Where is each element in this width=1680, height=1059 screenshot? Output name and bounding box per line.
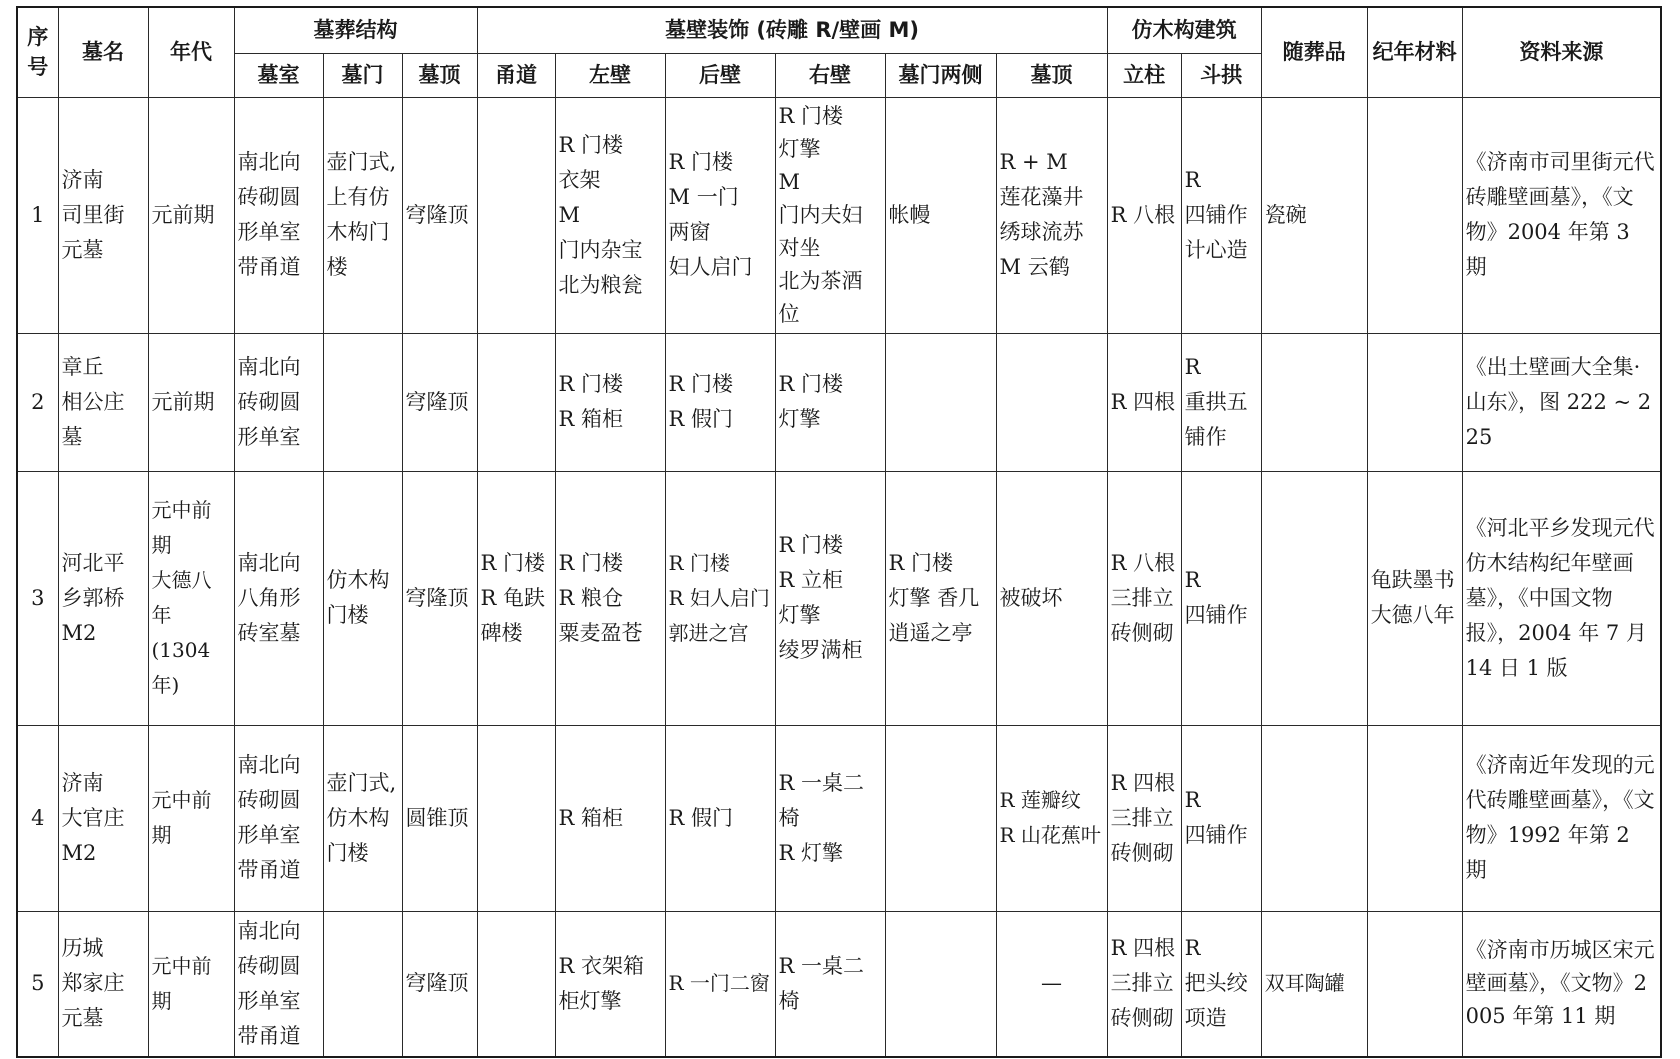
col-decoration-header: 墓壁装饰 (砖雕 R/壁画 M) — [477, 7, 1107, 53]
col-dated-header: 纪年材料 — [1367, 7, 1462, 97]
sub-right-header: 右壁 — [775, 53, 885, 97]
cell-left: R 箱柜 — [555, 725, 665, 911]
sub-chamber-header: 墓室 — [234, 53, 323, 97]
cell-bracket: R 四铺作 计心造 — [1181, 97, 1261, 333]
cell-back: R 假门 — [665, 725, 775, 911]
cell-right: R 门楼 R 立柜 灯擎 绫罗满柜 — [775, 471, 885, 725]
header-row-1 — [17, 7, 1661, 53]
cell-door: 壶门式,上有仿木构门楼 — [323, 97, 402, 333]
sub-roof-header: 墓顶 — [402, 53, 477, 97]
cell-back: R 门楼 M 一门 两窗 妇人启门 — [665, 97, 775, 333]
cell-roof: 穹隆顶 — [402, 471, 477, 725]
cell-door-sides — [885, 725, 996, 911]
cell-bracket: R 把头绞项造 — [1181, 911, 1261, 1057]
cell-bracket: R 四铺作 — [1181, 471, 1261, 725]
cell-roof: 穹隆顶 — [402, 911, 477, 1057]
sub-bracket-header: 斗拱 — [1181, 53, 1261, 97]
cell-ceiling: 被破坏 — [996, 471, 1107, 725]
cell-source: 《济南市历城区宋元壁画墓》，《文物》2005 年第 11 期 — [1462, 911, 1661, 1057]
cell-roof: 穹隆顶 — [402, 97, 477, 333]
table-row — [17, 725, 1661, 911]
sub-door-header: 墓门 — [323, 53, 402, 97]
table-row — [17, 97, 1661, 333]
cell-era: 元前期 — [148, 333, 234, 471]
cell-source: 《出土壁画大全集·山东》，图 222 ~ 225 — [1462, 333, 1661, 471]
cell-pillar: R 四根 三排立砖侧砌 — [1107, 911, 1181, 1057]
cell-door: 壶门式,仿木构门楼 — [323, 725, 402, 911]
cell-seq: 1 — [17, 97, 58, 333]
sub-left-header: 左壁 — [555, 53, 665, 97]
cell-bracket: R 四铺作 — [1181, 725, 1261, 911]
cell-door — [323, 333, 402, 471]
cell-ceiling: R + M 莲花藻井 绣球流苏 M 云鹤 — [996, 97, 1107, 333]
cell-source: 《河北平乡发现元代仿木结构纪年壁画墓》，《中国文物报》，2004 年 7 月 14 日 1 版 — [1462, 471, 1661, 725]
cell-passage — [477, 97, 555, 333]
sub-passage-header: 甬道 — [477, 53, 555, 97]
cell-passage — [477, 333, 555, 471]
col-seq-header: 序号 — [17, 7, 58, 97]
cell-goods — [1261, 725, 1367, 911]
cell-ceiling: R 莲瓣纹 R 山花蕉叶 — [996, 725, 1107, 911]
cell-ceiling — [996, 333, 1107, 471]
cell-left: R 衣架箱柜灯擎 — [555, 911, 665, 1057]
col-wood-header: 仿木构建筑 — [1107, 7, 1261, 53]
cell-roof: 圆锥顶 — [402, 725, 477, 911]
cell-door — [323, 911, 402, 1057]
cell-right: R 一桌二椅 R 灯擎 — [775, 725, 885, 911]
cell-passage — [477, 725, 555, 911]
sub-ceiling-header: 墓顶 — [996, 53, 1107, 97]
sub-back-header: 后壁 — [665, 53, 775, 97]
cell-era: 元前期 — [148, 97, 234, 333]
cell-pillar: R 四根 — [1107, 333, 1181, 471]
cell-left: R 门楼 衣架 M 门内杂宝 北为粮瓮 — [555, 97, 665, 333]
cell-back: R 一门二窗 — [665, 911, 775, 1057]
table-row — [17, 911, 1661, 1057]
cell-seq: 5 — [17, 911, 58, 1057]
cell-right: R 门楼 灯擎 — [775, 333, 885, 471]
cell-left: R 门楼 R 粮仓 粟麦盈苍 — [555, 471, 665, 725]
cell-dated — [1367, 911, 1462, 1057]
cell-bracket: R 重拱五铺作 — [1181, 333, 1261, 471]
cell-goods — [1261, 333, 1367, 471]
tomb-table — [16, 6, 1662, 1058]
cell-dated: 龟趺墨书大德八年 — [1367, 471, 1462, 725]
cell-left: R 门楼 R 箱柜 — [555, 333, 665, 471]
cell-passage — [477, 911, 555, 1057]
cell-right: R 一桌二椅 — [775, 911, 885, 1057]
cell-chamber: 南北向砖砌圆形单室带甬道 — [234, 97, 323, 333]
cell-seq: 2 — [17, 333, 58, 471]
cell-right: R 门楼 灯擎 M 门内夫妇对坐 北为茶酒位 — [775, 97, 885, 333]
cell-seq: 4 — [17, 725, 58, 911]
cell-goods — [1261, 471, 1367, 725]
cell-pillar: R 八根 — [1107, 97, 1181, 333]
cell-ceiling-placeholder — [885, 911, 996, 1057]
cell-passage: R 门楼 R 龟趺碑楼 — [477, 471, 555, 725]
col-name-header: 墓名 — [58, 7, 148, 97]
cell-name: 济南 司里街 元墓 — [58, 97, 148, 333]
cell-chamber: 南北向砖砌圆形单室带甬道 — [234, 725, 323, 911]
cell-door: 仿木构门楼 — [323, 471, 402, 725]
table-row — [17, 333, 1661, 471]
cell-era: 元中前期 — [148, 725, 234, 911]
cell-source: 《济南近年发现的元代砖雕壁画墓》，《文物》1992 年第 2 期 — [1462, 725, 1661, 911]
cell-era: 元中前期 — [148, 911, 234, 1057]
table-row — [17, 471, 1661, 725]
col-structure-header: 墓葬结构 — [234, 7, 477, 53]
cell-era: 元中前期 大德八年 (1304 年) — [148, 471, 234, 725]
cell-chamber: 南北向砖砌圆形单室 — [234, 333, 323, 471]
cell-dated — [1367, 333, 1462, 471]
cell-name: 历城 郑家庄 元墓 — [58, 911, 148, 1057]
cell-goods: 瓷碗 — [1261, 97, 1367, 333]
cell-door-sides — [885, 333, 996, 471]
cell-back: R 门楼 R 妇人启门 郭进之宫 — [665, 471, 775, 725]
cell-source: 《济南市司里街元代砖雕壁画墓》，《文物》2004 年第 3 期 — [1462, 97, 1661, 333]
cell-roof: 穹隆顶 — [402, 333, 477, 471]
cell-pillar: R 八根 三排立砖侧砌 — [1107, 471, 1181, 725]
cell-name: 章丘 相公庄墓 — [58, 333, 148, 471]
cell-pillar: R 四根 三排立砖侧砌 — [1107, 725, 1181, 911]
cell-dated — [1367, 97, 1462, 333]
sub-door-sides-header: 墓门两侧 — [885, 53, 996, 97]
cell-dated — [1367, 725, 1462, 911]
cell-door-sides: R 门楼 灯擎 香几 逍遥之亭 — [885, 471, 996, 725]
cell-back: R 门楼 R 假门 — [665, 333, 775, 471]
col-goods-header: 随葬品 — [1261, 7, 1367, 97]
cell-seq: 3 — [17, 471, 58, 725]
cell-chamber: 南北向砖砌圆形单室带甬道 — [234, 911, 323, 1057]
sub-pillar-header: 立柱 — [1107, 53, 1181, 97]
col-era-header: 年代 — [148, 7, 234, 97]
cell-door-sides: 帐幔 — [885, 97, 996, 333]
cell-goods: 双耳陶罐 — [1261, 911, 1367, 1057]
cell-chamber: 南北向八角形砖室墓 — [234, 471, 323, 725]
cell-name: 河北平乡郭桥 M2 — [58, 471, 148, 725]
cell-ceiling: — — [996, 911, 1107, 1057]
col-source-header: 资料来源 — [1462, 7, 1661, 97]
cell-name: 济南 大官庄 M2 — [58, 725, 148, 911]
